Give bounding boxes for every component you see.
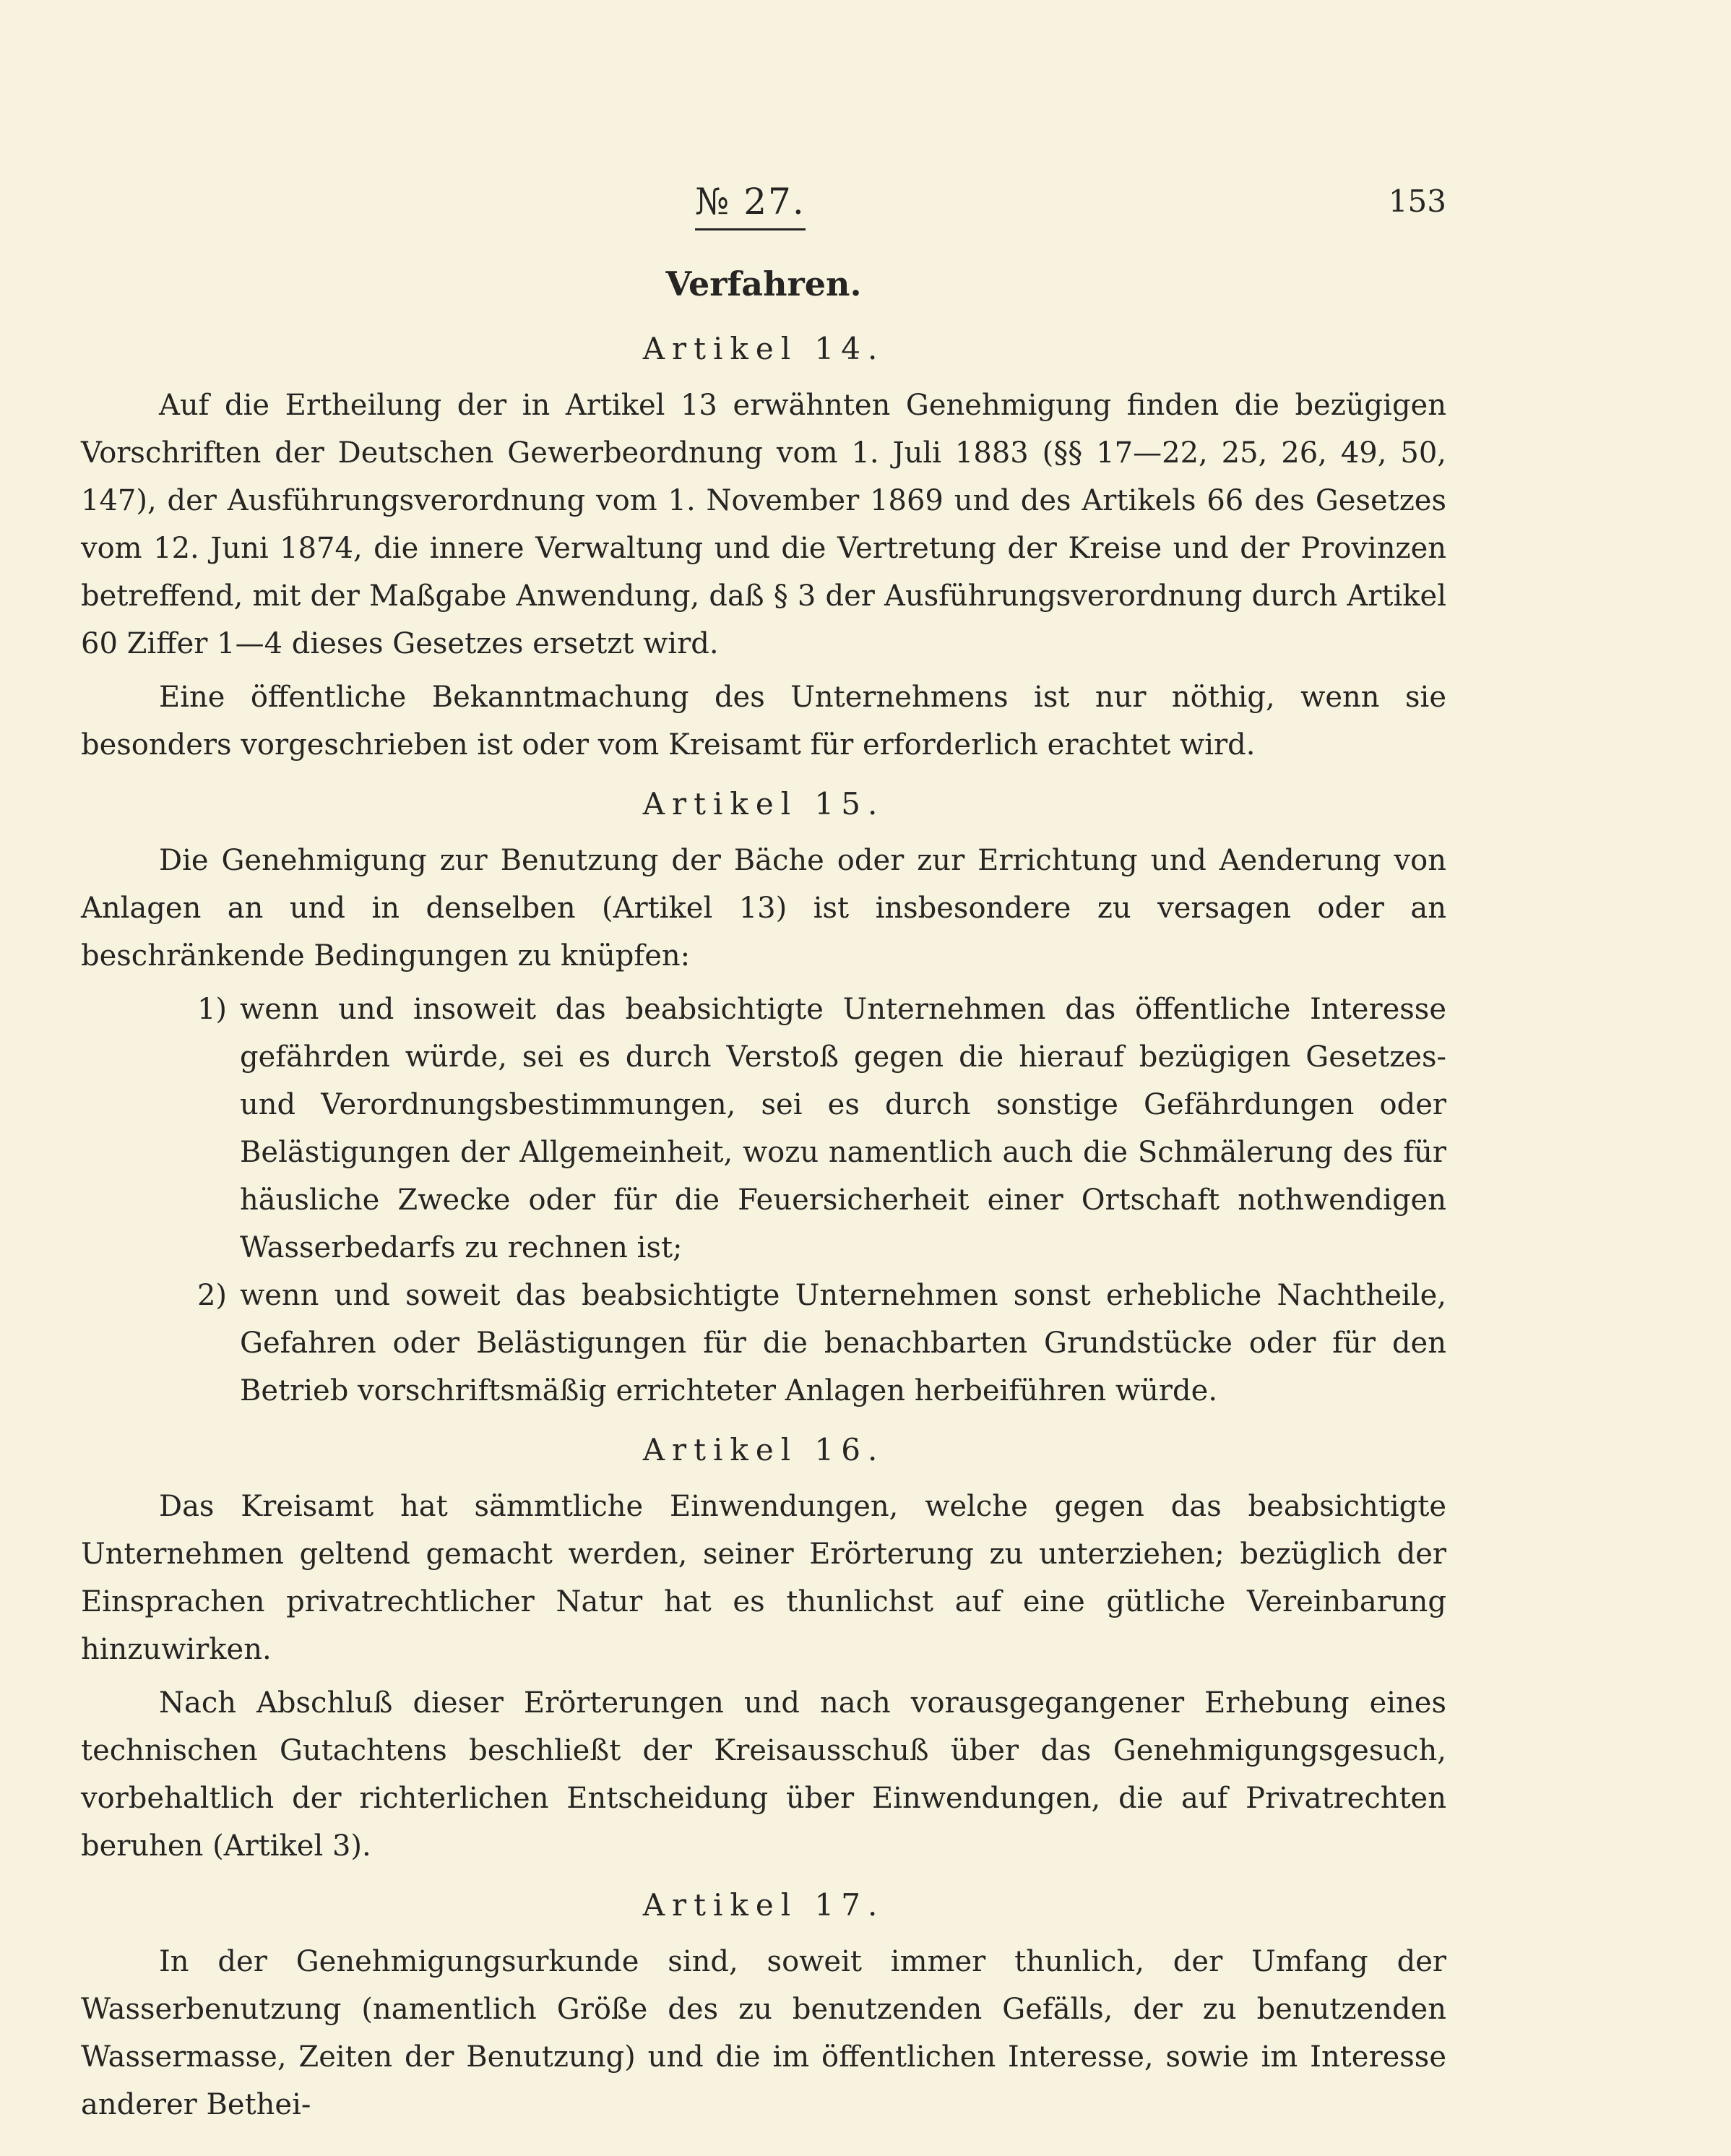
section-title: Verfahren. <box>665 264 862 303</box>
article-16-paragraph-1: Das Kreisamt hat sämmtliche Einwendungen, welche gegen das beabsichtigte Unternehmen geltend gemacht werden, seiner Erörterung zu unterziehen; bezüglich der Einsprachen privatrechtlicher Natur hat es thunlichst auf eine gütliche Vereinbarung hinzuwirken. <box>81 1490 1446 1666</box>
document-page <box>81 0 1446 2156</box>
list-item-marker: 2) <box>197 1279 227 1312</box>
article-15-heading: Artikel 15. <box>642 786 885 822</box>
article-16-paragraph-2: Nach Abschluß dieser Erörterungen und nach vorausgegangener Erhebung eines technischen Gutachtens beschließt der Kreisausschuß über das Genehmigungsgesuch, vorbehaltlich der richterlichen Entscheidung über Einwendungen, die auf Privatrechten beruhen (Artikel 3). <box>81 1686 1446 1863</box>
list-item-marker: 1) <box>197 993 227 1026</box>
list-item-text: wenn und insoweit das beabsichtigte Unternehmen das öffentliche Interesse gefährden würde, sei es durch Verstoß gegen die hierauf bezügigen Gesetzes- und Verordnungsbestimmungen, sei es durch sonstige Gefährdungen oder Belästigungen der Allgemeinheit, wozu namentlich auch die Schmälerung des für häusliche Zwecke oder für die Feuersicherheit einer Ortschaft nothwendigen Wasserbedarfs zu rechnen ist; <box>240 993 1446 1264</box>
page-header <box>81 181 1446 238</box>
article-15-list <box>81 986 1446 1415</box>
article-14-paragraph-1: Auf die Ertheilung der in Artikel 13 erwähnten Genehmigung finden die bezügigen Vorschriften der Deutschen Gewerbeordnung vom 1. Juli 1883 (§§ 17—22, 25, 26, 49, 50, 147), der Ausführungsverordnung vom 1. November 1869 und des Artikels 66 des Gesetzes vom 12. Juni 1874, die innere Verwaltung und die Vertretung der Kreise und der Provinzen betreffend, mit der Maßgabe Anwendung, daß § 3 der Ausführungsverordnung durch Artikel 60 Ziffer 1—4 dieses Gesetzes ersetzt wird. <box>81 389 1446 660</box>
list-item-text: wenn und soweit das beabsichtigte Unternehmen sonst erhebliche Nachtheile, Gefahren oder Belästigungen für die benachbarten Grundstücke oder für den Betrieb vorschriftsmäßig errichteter Anlagen herbeiführen würde. <box>240 1279 1446 1407</box>
article-17-paragraph-1: In der Genehmigungsurkunde sind, soweit immer thunlich, der Umfang der Wasserbenutzung (namentlich Größe des zu benutzenden Gefälls, der zu benutzenden Wassermasse, Zeiten der Benutzung) und die im öffentlichen Interesse, sowie im Interesse anderer Bethei- <box>81 1945 1446 2121</box>
list-item <box>81 986 1446 1272</box>
document-body <box>81 327 1446 2134</box>
list-item <box>81 1272 1446 1415</box>
article-14-paragraph-2: Eine öffentliche Bekanntmachung des Unternehmens ist nur nöthig, wenn sie besonders vorgeschrieben ist oder vom Kreisamt für erforderlich erachtet wird. <box>81 681 1446 762</box>
article-14-heading: Artikel 14. <box>642 331 885 366</box>
article-17-heading: Artikel 17. <box>642 1887 885 1923</box>
article-15-intro: Die Genehmigung zur Benutzung der Bäche oder zur Errichtung und Aenderung von Anlagen an und in denselben (Artikel 13) ist insbesondere zu versagen oder an beschränkende Bedingungen zu knüpfen: <box>81 844 1446 973</box>
issue-number: № 27. <box>695 181 806 230</box>
article-16-heading: Artikel 16. <box>642 1432 885 1467</box>
page-number: 153 <box>1388 184 1446 219</box>
